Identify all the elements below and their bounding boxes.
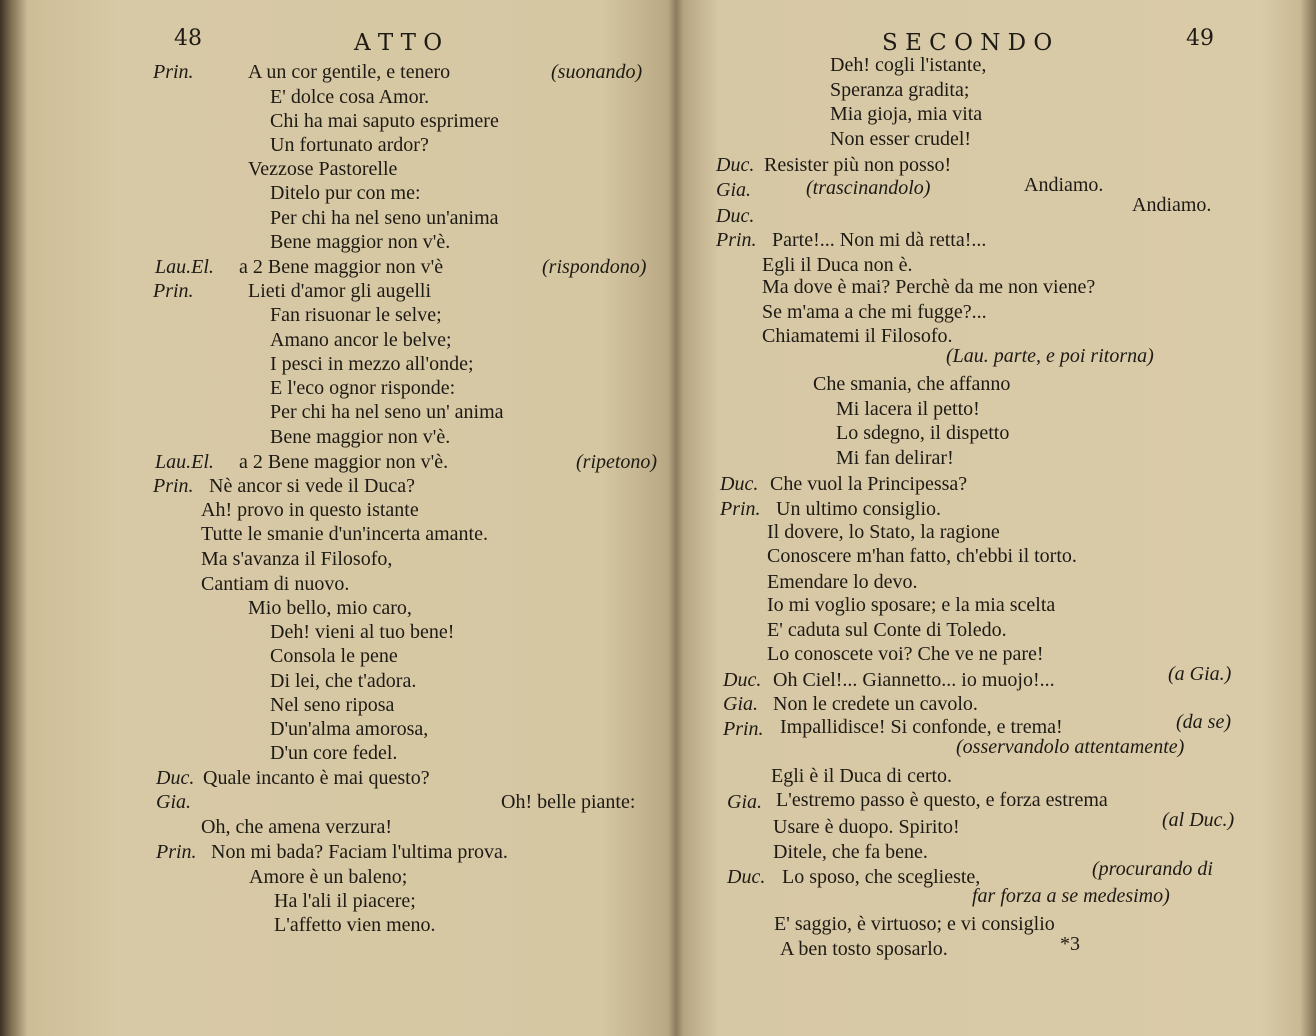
verse-line: Conoscere m'han fatto, ch'ebbi il torto. (767, 545, 1077, 567)
verse-line: E l'eco ognor risponde: (270, 377, 456, 399)
verse-line: Amore è un baleno; (249, 866, 408, 888)
page-number: 49 (1186, 26, 1214, 51)
verse-line: Lo sdegno, il dispetto (836, 422, 1010, 444)
stage-direction: (suonando) (551, 61, 643, 83)
verse-line: Chi ha mai saputo esprimere (270, 110, 499, 132)
speaker-label: Duc. (716, 154, 755, 176)
verse-line: Consola le pene (270, 645, 398, 667)
running-header: S E C O N D O (882, 30, 1053, 56)
speaker-label: Duc. (716, 205, 755, 227)
speaker-label: Prin. (723, 718, 764, 740)
verse-line: a 2 Bene maggior non v'è. (239, 451, 449, 473)
speaker-label: Prin. (153, 61, 194, 83)
verse-line: Per chi ha nel seno un'anima (270, 207, 499, 229)
verse-line: Andiamo. (1132, 194, 1212, 216)
verse-line: Andiamo. (1024, 174, 1104, 196)
speaker-label: Prin. (153, 475, 194, 497)
verse-line: Parte!... Non mi dà retta!... (772, 229, 987, 251)
verse-line: Bene maggior non v'è. (270, 231, 451, 253)
verse-line: Mio bello, mio caro, (248, 597, 412, 619)
verse-line: Oh Ciel!... Giannetto... io muojo!... (773, 669, 1055, 691)
verse-line: Oh, che amena verzura! (201, 816, 392, 838)
verse-line: Non esser crudel! (830, 128, 972, 150)
speaker-label: Gia. (156, 791, 191, 813)
speaker-label: Prin. (156, 841, 197, 863)
stage-direction: (procurando di (1092, 858, 1213, 880)
verse-line: Se m'ama a che mi fugge?... (762, 301, 987, 323)
verse-line: Egli il Duca non è. (762, 254, 913, 276)
stage-direction: (rispondono) (542, 256, 647, 278)
stage-direction: (osservandolo attentamente) (956, 736, 1185, 758)
verse-line: Lo sposo, che sceglieste, (782, 866, 981, 888)
verse-line: Un fortunato ardor? (270, 134, 429, 156)
verse-line: Tutte le smanie d'un'incerta amante. (201, 523, 488, 545)
stage-direction: (trascinandolo) (806, 177, 931, 199)
verse-line: E' dolce cosa Amor. (270, 86, 430, 108)
verse-line: Impallidisce! Si confonde, e trema! (780, 716, 1063, 738)
signature-mark: *3 (1060, 933, 1080, 955)
stage-direction: far forza a se medesimo) (972, 885, 1170, 907)
speaker-label: Duc. (156, 767, 195, 789)
verse-line: A ben tosto sposarlo. (780, 938, 948, 960)
verse-line: Usare è duopo. Spirito! (773, 816, 960, 838)
verse-line: Ditelo pur con me: (270, 182, 421, 204)
verse-line: Che smania, che affanno (813, 373, 1011, 395)
verse-line: Speranza gradita; (830, 79, 970, 101)
verse-line: Io mi voglio sposare; e la mia scelta (767, 594, 1056, 616)
speaker-label: Gia. (716, 179, 751, 201)
verse-line: Cantiam di nuovo. (201, 573, 350, 595)
verse-line: E' caduta sul Conte di Toledo. (767, 619, 1007, 641)
verse-line: Ma s'avanza il Filosofo, (201, 548, 393, 570)
speaker-label: Prin. (153, 280, 194, 302)
verse-line: Deh! cogli l'istante, (830, 54, 987, 76)
verse-line: Ah! provo in questo istante (201, 499, 419, 521)
speaker-label: Duc. (723, 669, 762, 691)
verse-line: Egli è il Duca di certo. (771, 765, 953, 787)
speaker-label: Gia. (727, 791, 762, 813)
verse-line: A un cor gentile, e tenero (248, 61, 451, 83)
stage-direction: (da se) (1176, 711, 1231, 733)
verse-line: Non le credete un cavolo. (773, 693, 978, 715)
verse-line: Fan risuonar le selve; (270, 304, 442, 326)
verse-line: Quale incanto è mai questo? (203, 767, 430, 789)
verse-line: Amano ancor le belve; (270, 329, 452, 351)
verse-line: Ma dove è mai? Perchè da me non viene? (762, 276, 1096, 298)
verse-line: Un ultimo consiglio. (776, 498, 941, 520)
verse-line: Resister più non posso! (764, 154, 952, 176)
verse-line: Deh! vieni al tuo bene! (270, 621, 455, 643)
speaker-label: Duc. (727, 866, 766, 888)
verse-line: Il dovere, lo Stato, la ragione (767, 521, 1000, 543)
stage-direction: (a Gia.) (1168, 663, 1232, 685)
stage-direction: (al Duc.) (1162, 809, 1235, 831)
verse-line: Ha l'ali il piacere; (274, 890, 416, 912)
verse-line: Lieti d'amor gli augelli (248, 280, 431, 302)
verse-line: Che vuol la Principessa? (770, 473, 968, 495)
verse-line: Mia gioja, mia vita (830, 103, 983, 125)
verse-line: Oh! belle piante: (501, 791, 636, 813)
verse-line: Lo conoscete voi? Che ve ne pare! (767, 643, 1044, 665)
running-header: A T T O (354, 30, 443, 56)
verse-line: Bene maggior non v'è. (270, 426, 451, 448)
verse-line: Nel seno riposa (270, 694, 395, 716)
verse-line: Per chi ha nel seno un' anima (270, 401, 504, 423)
verse-line: Vezzose Pastorelle (248, 158, 398, 180)
verse-line: L'estremo passo è questo, e forza estrema (776, 789, 1108, 811)
speaker-label: Lau.El. (155, 451, 214, 473)
verse-line: E' saggio, è virtuoso; e vi consiglio (774, 913, 1055, 935)
verse-line: L'affetto vien meno. (274, 914, 436, 936)
verse-line: Di lei, che t'adora. (270, 670, 417, 692)
speaker-label: Duc. (720, 473, 759, 495)
verse-line: Non mi bada? Faciam l'ultima prova. (211, 841, 508, 863)
verse-line: D'un core fedel. (270, 742, 398, 764)
verse-line: Mi fan delirar! (836, 447, 954, 469)
stage-direction: (ripetono) (576, 451, 658, 473)
page-number: 48 (174, 26, 202, 51)
verse-line: Chiamatemi il Filosofo. (762, 325, 953, 347)
verse-line: I pesci in mezzo all'onde; (270, 353, 474, 375)
verse-line: Nè ancor si vede il Duca? (209, 475, 416, 497)
speaker-label: Gia. (723, 693, 758, 715)
verse-line: D'un'alma amorosa, (270, 718, 429, 740)
speaker-label: Prin. (716, 229, 757, 251)
speaker-label: Prin. (720, 498, 761, 520)
verse-line: Emendare lo devo. (767, 571, 918, 593)
verse-line: Mi lacera il petto! (836, 398, 980, 420)
stage-direction: (Lau. parte, e poi ritorna) (946, 345, 1154, 367)
speaker-label: Lau.El. (155, 256, 214, 278)
right-page (676, 0, 1316, 1036)
verse-line: Ditele, che fa bene. (773, 841, 928, 863)
verse-line: a 2 Bene maggior non v'è (239, 256, 444, 278)
